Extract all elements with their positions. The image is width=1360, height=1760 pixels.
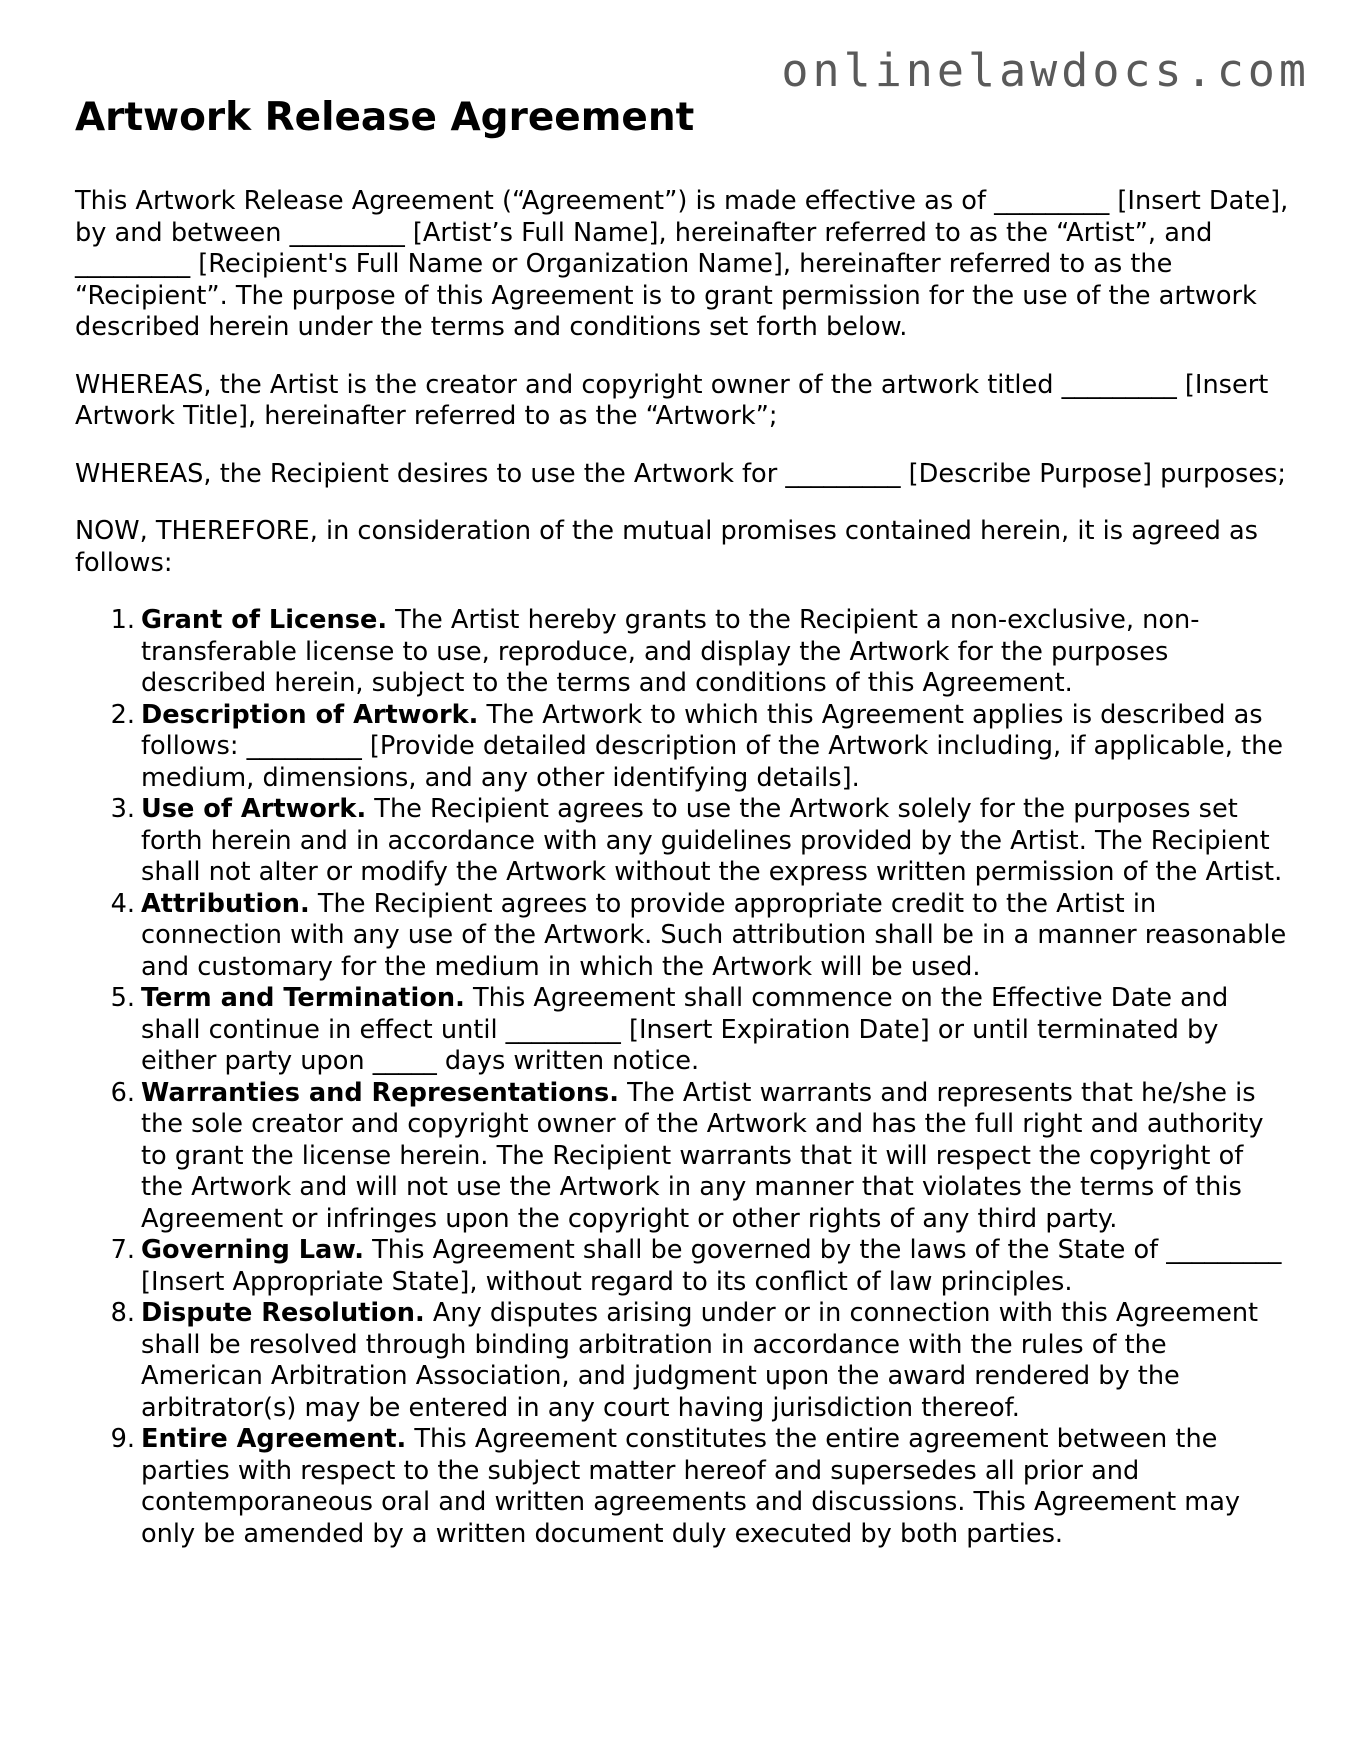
clause-text: The Artist warrants and represents that he/she is the sole creator and copyright owner of the Artwork and has the full right and authority to grant the license herein. The Recipient warrants that it will respect the copyright of the Artwork and will not use the Artwork in any manner that violates the terms of this Agreement or infringes upon the copyright or other rights of any third party.	[141, 1077, 1264, 1234]
clause-text: This Agreement shall commence on the Effective Date and shall continue in effect until _________ [Insert Expiration Date] or until terminated by either party upon _____ days written notice.	[141, 983, 1229, 1076]
clause-item	[75, 1424, 1293, 1550]
clause-heading: Entire Agreement.	[141, 1424, 407, 1454]
clause-heading: Use of Artwork.	[141, 794, 367, 824]
clauses-list	[75, 605, 1293, 1550]
clause-item	[75, 1078, 1293, 1236]
clause-text: This Agreement shall be governed by the laws of the State of _________ [Insert Appropriate State], without regard to its conflict of law principles.	[141, 1235, 1282, 1297]
clause-text: The Recipient agrees to use the Artwork solely for the purposes set forth herein and in accordance with any guidelines provided by the Artist. The Recipient shall not alter or modify the Artwork without the express written permission of the Artist.	[141, 794, 1283, 887]
clause-item	[75, 794, 1293, 889]
clause-item	[75, 700, 1293, 795]
clause-heading: Governing Law.	[141, 1235, 365, 1265]
clause-item	[75, 1235, 1293, 1298]
clause-item	[75, 605, 1293, 700]
clause-item	[75, 983, 1293, 1078]
clause-heading: Dispute Resolution.	[141, 1298, 425, 1328]
intro-paragraph: This Artwork Release Agreement (“Agreement”) is made effective as of _________ [Insert Date], by and between _________ [Artist’s Full Name], hereinafter referred to as the “Artist”, and _________ [Recipient's Full Name or Organization Name], hereinafter referred to as the “Recipient”. The purpose of this Agreement is to grant permission for the use of the artwork described herein under the terms and conditions set forth below.	[75, 186, 1289, 342]
clause-number: 9.	[110, 1424, 135, 1454]
clause-number: 3.	[110, 794, 135, 824]
clause-number: 6.	[110, 1077, 135, 1108]
now-therefore-paragraph: NOW, THEREFORE, in consideration of the mutual promises contained herein, it is agreed as follows:	[75, 516, 1258, 578]
clause-text: Any disputes arising under or in connection with this Agreement shall be resolved through binding arbitration in accordance with the rules of the American Arbitration Association, and judgment upon the award rendered by the arbitrator(s) may be entered in any court having jurisdiction thereof.	[141, 1298, 1259, 1423]
clause-heading: Attribution.	[141, 888, 310, 919]
clauses-list-wrapper	[75, 605, 1293, 1550]
clause-number: 1.	[110, 605, 135, 635]
clause-heading: Term and Termination.	[141, 983, 465, 1013]
whereas-artist-paragraph: WHEREAS, the Artist is the creator and copyright owner of the artwork titled _________ [Insert Artwork Title], hereinafter referred to as the “Artwork”;	[75, 369, 1269, 431]
whereas-recipient-paragraph: WHEREAS, the Recipient desires to use the Artwork for _________ [Describe Purpose] purposes;	[75, 458, 1287, 489]
clause-number: 8.	[110, 1298, 135, 1328]
clause-text: The Artwork to which this Agreement applies is described as follows: _________ [Provide detailed description of the Artwork including, if applicable, the medium, dimensions, and any other identifying details].	[141, 699, 1284, 793]
document-page	[75, 88, 1293, 1550]
clause-text: The Artist hereby grants to the Recipient a non-exclusive, non-transferable license to use, reproduce, and display the Artwork for the purposes described herein, subject to the terms and conditions of this Agreement.	[141, 605, 1200, 698]
document-title: Artwork Release Agreement	[75, 95, 695, 140]
clause-item	[75, 889, 1293, 984]
clause-item	[75, 1298, 1293, 1424]
clause-number: 5.	[110, 983, 135, 1013]
clause-number: 4.	[110, 888, 135, 919]
clause-number: 7.	[110, 1235, 135, 1265]
clause-heading: Description of Artwork.	[141, 699, 479, 730]
watermark-logo: onlinelawdocs.com	[781, 44, 1310, 97]
clause-number: 2.	[110, 699, 135, 730]
clause-heading: Grant of License.	[141, 605, 388, 635]
clause-heading: Warranties and Representations.	[141, 1077, 620, 1108]
clause-text: This Agreement constitutes the entire agreement between the parties with respect to the subject matter hereof and supersedes all prior and contemporaneous oral and written agreements and discussions. This Agreement may only be amended by a written document duly executed by both parties.	[141, 1424, 1241, 1549]
clause-text: The Recipient agrees to provide appropriate credit to the Artist in connection with any use of the Artwork. Such attribution shall be in a manner reasonable and customary for the medium in which the Artwork will be used.	[141, 888, 1287, 982]
